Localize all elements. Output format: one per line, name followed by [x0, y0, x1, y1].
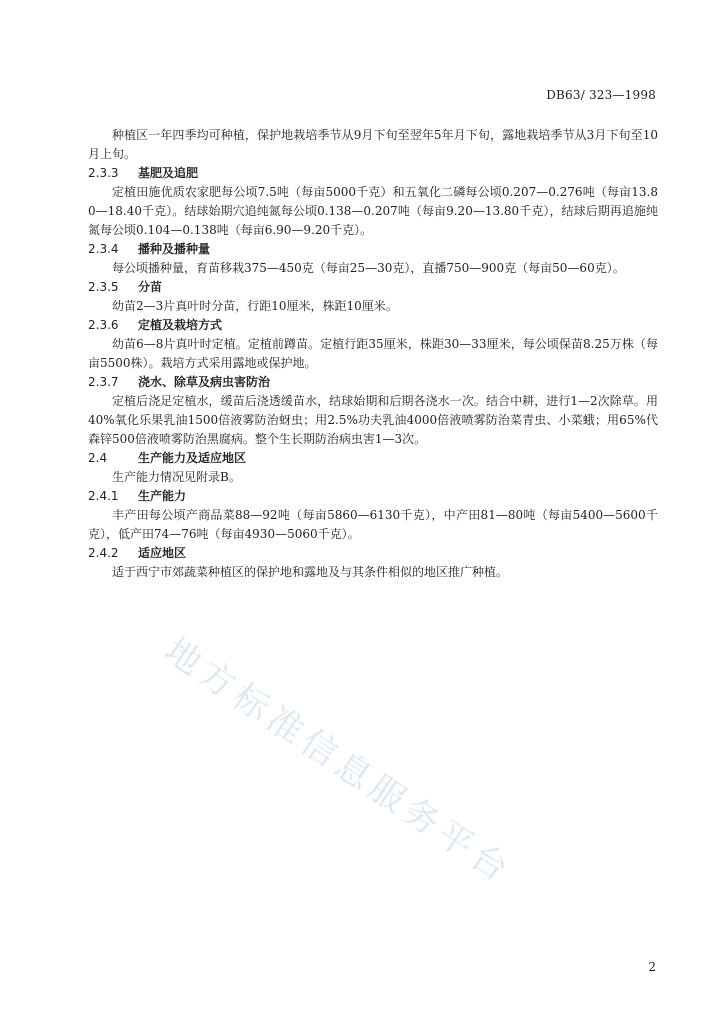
paragraph-pest-control: 定植后浇足定植水，缓苗后浇透缓苗水，结球始期和后期各浇水一次。结合中耕，进行1—2次除草。用40%氧化乐果乳油1500倍液雾防治蚜虫；用2.5%功夫乳油4000倍液喷雾防治菜青虫、小菜蛾；用65%代森锌500倍液喷雾防治黑腐病。整个生长期防治病虫害1—3次。 — [88, 394, 658, 446]
paragraph-planting-method: 幼苗6—8片真叶时定植。定植前蹲苗。定植行距35厘米，株距30—33厘米，每公顷保苗8.25万株（每亩5500株）。栽培方式采用露地或保护地。 — [88, 337, 658, 370]
paragraph-region: 适于西宁市郊蔬菜种植区的保护地和露地及与其条件相似的地区推广种植。 — [112, 565, 509, 579]
section-title: 生产能力及适应地区 — [138, 451, 247, 465]
page-number: 2 — [648, 960, 656, 974]
heading-2-4 — [88, 449, 658, 468]
heading-2-3-5 — [88, 278, 658, 297]
section-number: 2.3.6 — [88, 318, 119, 332]
section-number: 2.4.2 — [88, 546, 119, 560]
section-number: 2.3.3 — [88, 166, 119, 180]
paragraph-capacity-note: 生产能力情况见附录B。 — [112, 470, 241, 484]
paragraph-seedling-transplant: 幼苗2—3片真叶时分苗，行距10厘米，株距10厘米。 — [112, 299, 398, 313]
standard-code: DB63/ 323—1998 — [546, 88, 656, 102]
section-number: 2.4.1 — [88, 489, 119, 503]
watermark: 地方标准信息服务平台 — [157, 630, 520, 894]
section-title: 生产能力 — [138, 489, 187, 503]
heading-2-3-3 — [88, 164, 658, 183]
paragraph-fertilizer: 定植田施优质农家肥每公顷7.5吨（每亩5000千克）和五氧化二磷每公顷0.207—0.276吨（每亩13.80—18.40千克）。结球始期穴追纯氮每公顷0.138—0.207吨（每亩9.20—13.80千克），结球后期再追施纯氮每公顷0.104—0.138吨（每亩6.90—9.20千克）。 — [88, 185, 658, 237]
section-number: 2.4 — [88, 451, 108, 465]
heading-2-3-7 — [88, 373, 658, 392]
section-title: 定植及栽培方式 — [138, 318, 223, 332]
document-body — [88, 126, 658, 582]
section-number: 2.3.5 — [88, 280, 119, 294]
paragraph-seeding-amount: 每公顷播种量，育苗移栽375—450克（每亩25—30克），直播750—900克（每亩50—60克）。 — [112, 261, 625, 275]
section-number: 2.3.4 — [88, 242, 119, 256]
section-number: 2.3.7 — [88, 375, 119, 389]
section-title: 适应地区 — [138, 546, 187, 560]
section-title: 浇水、除草及病虫害防治 — [138, 375, 271, 389]
section-title: 基肥及追肥 — [138, 166, 199, 180]
heading-2-4-1 — [88, 487, 658, 506]
heading-2-4-2 — [88, 544, 658, 563]
paragraph-yield: 丰产田每公顷产商品菜88—92吨（每亩5860—6130千克），中产田81—80吨（每亩5400—5600千克），低产田74—76吨（每亩4930—5060千克）。 — [88, 508, 658, 541]
heading-2-3-4 — [88, 240, 658, 259]
section-title: 播种及播种量 — [138, 242, 211, 256]
heading-2-3-6 — [88, 316, 658, 335]
paragraph-planting-season: 种植区一年四季均可种植，保护地栽培季节从9月下旬至翌年5年月下旬，露地栽培季节从3月下旬至10月上旬。 — [88, 128, 658, 161]
section-title: 分苗 — [138, 280, 163, 294]
